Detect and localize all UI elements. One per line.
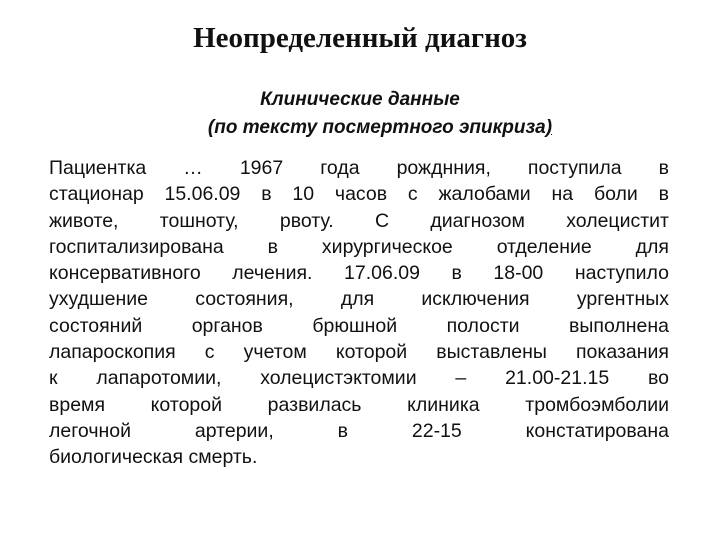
slide-subtitle	[0, 86, 720, 142]
clinical-text-line: Пациентка … 1967 года рожднния, поступила в	[49, 157, 669, 179]
subtitle-line-2-text: (по тексту посмертного эпикриза	[207, 117, 546, 138]
subtitle-line-2-close: )	[545, 117, 553, 138]
clinical-text-line: легочной артерии, в 22-15 констатирована	[49, 419, 669, 442]
clinical-text-line: время которой развилась клиника тромбоэмболии	[49, 393, 669, 416]
clinical-text-line: госпитализирована в хирургическое отделение для	[49, 235, 669, 258]
subtitle-line-2	[0, 114, 720, 142]
clinical-text-line: ухудшение состояния, для исключения ургентных	[49, 288, 669, 311]
clinical-text-line: биологическая смерть.	[49, 446, 258, 469]
clinical-text-line: к лапаротомии, холецистэктомии – 21.00-21.15 во	[49, 367, 669, 390]
clinical-text-line: животе, тошноту, рвоту. С диагнозом холецистит	[49, 209, 669, 232]
clinical-text-line: состояний органов брюшной полости выполнена	[49, 314, 669, 337]
clinical-text-line: стационар 15.06.09 в 10 часов с жалобами на боли в	[49, 183, 669, 206]
subtitle-line-1: Клинические данные	[260, 89, 460, 110]
clinical-text-line: лапароскопия с учетом которой выставлены показания	[49, 341, 669, 364]
clinical-text	[49, 155, 669, 471]
slide-title: Неопределенный диагноз	[193, 22, 527, 54]
clinical-text-line: консервативного лечения. 17.06.09 в 18-00 наступило	[49, 262, 669, 285]
